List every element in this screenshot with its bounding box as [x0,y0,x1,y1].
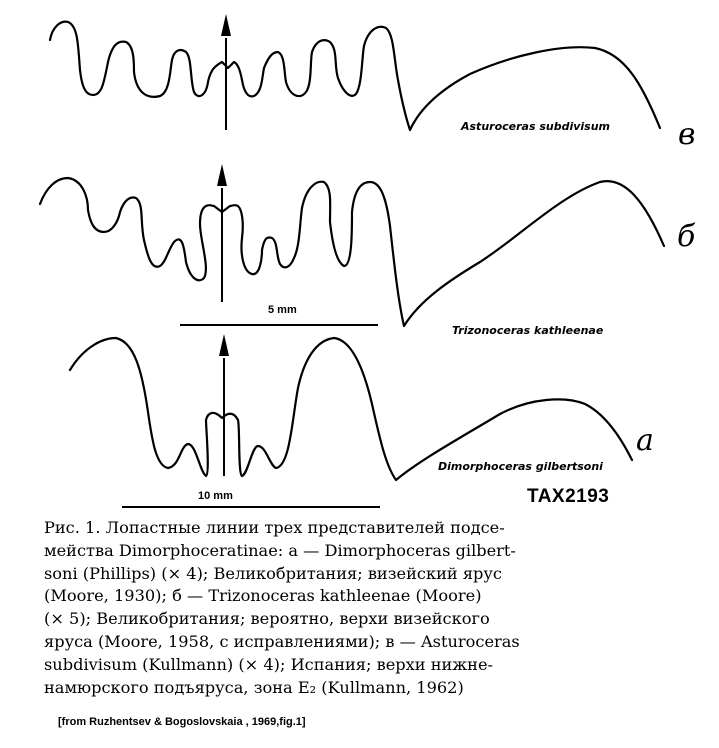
caption-line: subdivisum (Kullmann) (× 4); Испания; верхи нижне- [44,654,494,674]
figure-caption [44,517,689,699]
axis-arrow-v [221,14,231,130]
caption-line: намюрского подъяруса, зона E₂ (Kullmann, 1962) [44,677,464,697]
scale-label-5mm: 5 mm [268,304,297,316]
catalog-id: TAX2193 [527,486,610,507]
caption-line: яруса (Moore, 1958, с исправлениями); в — Asturoceras [44,631,520,651]
scale-label-10mm: 10 mm [198,490,233,502]
axis-arrow-b [217,164,227,302]
letter-label-a: а [636,423,654,458]
source-citation: [from Ruzhentsev & Bogoslovskaia , 1969,fig.1] [58,716,306,728]
letter-label-v: в [678,117,696,152]
caption-line: мейства Dimorphoceratinae: а — Dimorphoceras gilbert- [44,540,516,560]
suture-line-v [50,22,660,130]
suture-line-a [70,338,632,480]
caption-line: (× 5); Великобритания; вероятно, верхи визейского [44,609,490,629]
species-label-a: Dimorphoceras gilbertsoni [438,460,603,473]
suture-line-b [40,178,664,326]
species-label-b: Trizonoceras kathleenae [452,324,604,337]
caption-line: (Moore, 1930); б — Trizonoceras kathleenae (Moore) [44,586,482,606]
caption-line: Рис. 1. Лопастные линии трех представителей подсе- [44,518,505,537]
caption-line: soni (Phillips) (× 4); Великобритания; визейский ярус [44,563,502,583]
species-label-v: Asturoceras subdivisum [461,120,611,133]
axis-arrow-a [219,334,229,476]
letter-label-b: б [677,219,696,254]
